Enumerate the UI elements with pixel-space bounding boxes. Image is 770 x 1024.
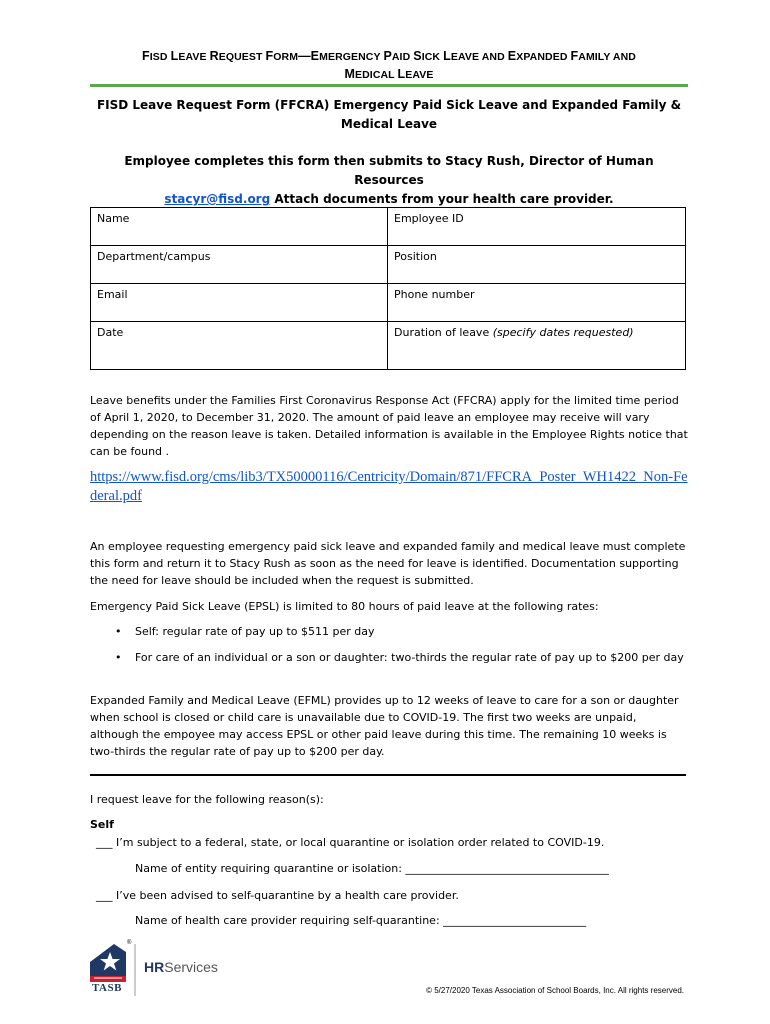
duration-cell[interactable] [388,322,686,370]
position-cell[interactable] [388,246,686,284]
document-title-line-1: FISD LEAVE REQUEST FORM—EMERGENCY PAID SICK LEAVE AND EXPANDED FAMILY AND [142,49,636,63]
request-paragraph: An employee requesting emergency paid sick leave and expanded family and medical leave must complete this form and return it to Stacy Rush as soon as the need for leave is identified. Documentation supporting the need for leave should be included when the request is submitted. [90,540,686,587]
section-divider [90,774,686,776]
submission-instructions [90,152,688,209]
quarantine-entity-field[interactable]: Name of entity requiring quarantine or isolation: _____________________________________ [135,862,609,875]
reason-self-quarantine[interactable]: ___ I’ve been advised to self-quarantine by a health care provider. [96,889,459,902]
table-row [91,322,686,370]
employee-info-table [90,207,686,370]
department-cell[interactable] [91,246,388,284]
document-title-line-2: MEDICAL LEAVE [344,67,434,81]
document-title [90,48,688,84]
date-cell[interactable] [91,322,388,370]
reason-quarantine-order[interactable]: ___ I’m subject to a federal, state, or local quarantine or isolation order related to COVID-19. [96,836,605,849]
benefits-paragraph: Leave benefits under the Families First Coronavirus Response Act (FFCRA) apply for the limited time period of April 1, 2020, to December 31, 2020. The amount of paid leave an employee may receive will vary depending on the reason leave is taken. Detailed information is available in the Employee Rights notice that can be found . [90,394,688,458]
health-provider-field[interactable]: Name of health care provider requiring self-quarantine: __________________________ [135,914,587,927]
instructions-line-1: Employee completes this form then submits to Stacy Rush, Director of Human Resources [124,154,654,187]
copyright-footer: © 5/27/2020 Texas Association of School Boards, Inc. All rights reserved. [426,986,684,995]
employee-id-label: Employee ID [394,212,464,225]
hr-services-wordmark: HRServices [144,959,218,975]
email-cell[interactable] [91,284,388,322]
bullet-icon: • [115,651,122,664]
instructions-line-2: stacyr@fisd.org Attach documents from your health care provider. [164,192,614,206]
date-label: Date [97,326,124,339]
self-heading: Self [90,818,114,831]
epsl-bullet-self: Self: regular rate of pay up to $511 per day [135,625,375,638]
position-label: Position [394,250,437,263]
duration-label: Duration of leave [394,326,490,339]
form-subtitle: FISD Leave Request Form (FFCRA) Emergency Paid Sick Leave and Expanded Family & Medical Leave [96,98,682,131]
epsl-bullet-care: For care of an individual or a son or daughter: two-thirds the regular rate of pay up to $200 per day [135,651,684,664]
name-label: Name [97,212,130,225]
table-row [91,246,686,284]
ffcra-poster-link[interactable]: https://www.fisd.org/cms/lib3/TX50000116/Centricity/Domain/871/FFCRA_Poster_WH1422_Non-Federal.pdf [90,469,688,504]
phone-label: Phone number [394,288,475,301]
employee-id-cell[interactable] [388,208,686,246]
email-label: Email [97,288,128,301]
table-row [91,284,686,322]
efml-paragraph: Expanded Family and Medical Leave (EFML) provides up to 12 weeks of leave to care for a son or daughter when school is closed or child care is unavailable due to COVID-19. The first two weeks are unpaid, although the empoyee may access EPSL or other paid leave during this time. The remaining 10 weeks is two-thirds the regular rate of pay up to $200 per day. [90,694,679,758]
department-label: Department/campus [97,250,211,263]
tasb-hr-logo [88,942,228,998]
table-row [91,208,686,246]
registered-mark: ® [127,940,132,946]
epsl-paragraph: Emergency Paid Sick Leave (EPSL) is limited to 80 hours of paid leave at the following rates: [90,600,599,613]
phone-cell[interactable] [388,284,686,322]
title-divider [90,84,688,87]
name-cell[interactable] [91,208,388,246]
hr-email-link[interactable]: stacyr@fisd.org [164,192,271,206]
bullet-icon: • [115,625,122,638]
duration-hint: (specify dates requested) [492,326,634,339]
tasb-wordmark: TASB [92,982,122,994]
reasons-intro: I request leave for the following reason(s): [90,793,324,806]
